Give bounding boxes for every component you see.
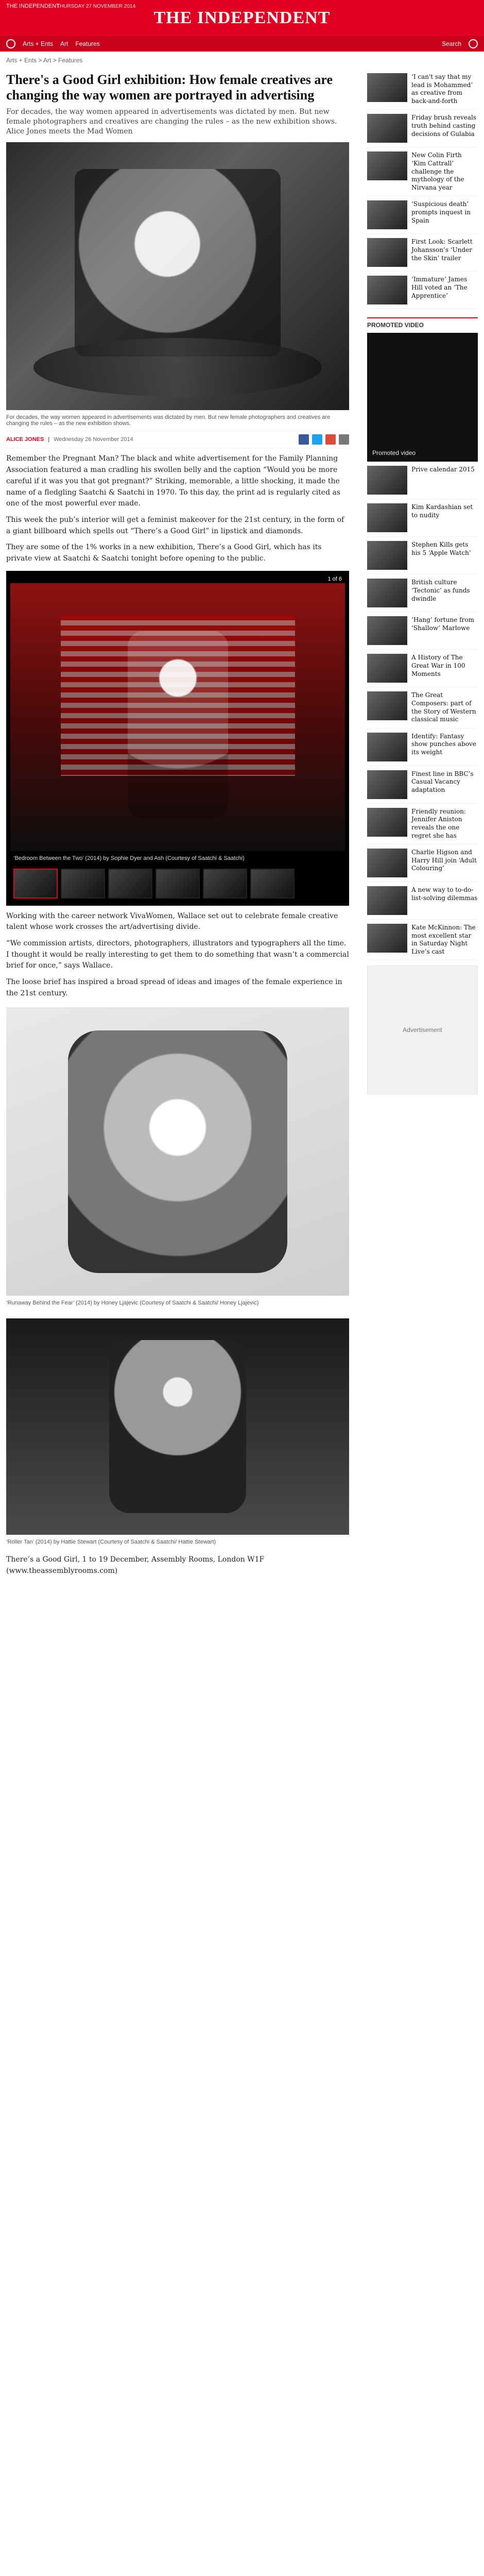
rail-thumb <box>367 200 407 229</box>
masthead-logo[interactable]: THE INDEPENDENT <box>153 8 331 27</box>
article-image[interactable] <box>6 1318 349 1535</box>
rail-link[interactable]: Charlie Higson and Harry Hill join ‘Adult Colouring’ <box>411 849 477 872</box>
twitter-share-button[interactable] <box>312 434 322 445</box>
rail-card[interactable] <box>367 537 478 574</box>
rail-link[interactable]: Friday brush reveals truth behind casting decisions of Gulabia <box>411 114 477 138</box>
rail-card[interactable] <box>367 272 478 309</box>
email-share-button[interactable] <box>339 434 349 445</box>
rail-thumb <box>367 691 407 720</box>
rail-card[interactable] <box>367 650 478 687</box>
rail-link[interactable]: British culture ‘Tectonic’ as funds dwindle <box>411 579 470 602</box>
rail-link[interactable]: Kate McKinnon: The most excellent star in Saturday Night Live’s cast <box>411 924 476 955</box>
publish-date: Wednesday 26 November 2014 <box>54 436 133 443</box>
gallery-caption: ‘Bedroom Between the Two’ (2014) by Sophie Dyer and Ash (Courtesy of Saatchi & Saatchi) <box>13 855 245 861</box>
article-image-subject <box>68 1030 287 1273</box>
rail-thumb <box>367 541 407 570</box>
rail-thumb <box>367 73 407 102</box>
gallery-thumbnails <box>10 866 345 902</box>
rail-link[interactable]: ‘Hang’ fortune from ‘Shallow’ Marlowe <box>411 616 474 632</box>
rail-link[interactable]: The Great Composers: part of the Story of Western classical music <box>411 691 476 723</box>
article-paragraph: Remember the Pregnant Man? The black and white advertisement for the Family Planning Association featured a man cradling his swollen belly and the caption “Would you be more careful if it was you that got pregnant?” Striking, memorable, a little shocking, it made the name of a fledgling Saatchi & Saatchi in 1970. To this day, the print ad is regularly cited as one of the most powerful ever made. <box>6 454 341 508</box>
rail-link[interactable]: New Colin Firth ‘Kim Cattrall’ challenge the mythology of the Nirvana year <box>411 151 464 191</box>
promoted-video-heading: PROMOTED VIDEO <box>367 317 478 329</box>
rail-card[interactable] <box>367 844 478 882</box>
gallery-thumb[interactable] <box>155 869 200 899</box>
image-caption: ‘Runaway Behind the Fear’ (2014) by Honey Ljajevic (Courtesy of Saatchi & Saatchi/ Honey Ljajevic) <box>6 1300 259 1307</box>
article-paragraph: The loose brief has inspired a broad spread of ideas and images of the female experience in the 21st century. <box>6 978 342 997</box>
promoted-video-label: Promoted video <box>372 449 416 457</box>
rail-thumb <box>367 770 407 799</box>
hero-image[interactable] <box>6 142 349 410</box>
rail-link[interactable]: A new way to to-do-list-solving dilemmas <box>411 886 478 902</box>
rail-card[interactable] <box>367 462 478 499</box>
rail-thumb <box>367 579 407 607</box>
rail-link[interactable]: Friendly reunion: Jennifer Aniston reveals the one regret she has <box>411 807 466 839</box>
article-title: There's a Good Girl exhibition: How female creatives are changing the way women are portrayed in advertising <box>6 72 333 103</box>
rail-link[interactable]: Prive calendar 2015 <box>411 466 475 473</box>
rail-thumb <box>367 654 407 683</box>
article-paragraph: Working with the career network VivaWomen, Wallace set out to celebrate female creative talent whose work crosses the art/advertising divide. <box>6 911 338 931</box>
rail-card[interactable] <box>367 766 478 804</box>
top-bar <box>0 0 484 36</box>
hero-caption: For decades, the way women appeared in advertisements was dictated by men. But new female photographers and creatives are changing the rules – as the new exhibition shows. <box>6 414 331 427</box>
right-rail <box>363 64 484 1105</box>
rail-thumb <box>367 114 407 143</box>
gallery-counter: 1 of 6 <box>327 575 342 582</box>
section-nav <box>0 36 484 52</box>
rail-link[interactable]: Finest line in BBC’s Casual Vacancy adaptation <box>411 770 474 793</box>
rail-card[interactable] <box>367 882 478 920</box>
share-buttons <box>299 434 349 445</box>
gallery-thumb[interactable] <box>108 869 152 899</box>
facebook-share-button[interactable] <box>299 434 309 445</box>
rail-card[interactable] <box>367 69 478 110</box>
rail-card[interactable] <box>367 574 478 612</box>
rail-thumb <box>367 733 407 761</box>
image-caption: ‘Roller Tan’ (2014) by Hattie Stewart (Courtesy of Saatchi & Saatchi/ Hattie Stewart) <box>6 1539 216 1546</box>
nav-item[interactable]: Features <box>75 40 100 47</box>
rail-thumb <box>367 503 407 532</box>
article-spacer <box>6 1582 349 2200</box>
rail-link[interactable]: First Look: Scarlett Johansson’s ‘Under the Skin’ trailer <box>411 238 473 262</box>
standfirst: For decades, the way women appeared in advertisements was dictated by men. But new female photographers and creatives are changing the rules – as the new exhibition shows. Alice Jones meets the Mad Women <box>6 107 337 135</box>
rail-card[interactable] <box>367 920 478 960</box>
rail-link[interactable]: ‘I can't say that my lead is Mohammed’ as creative from back-and-forth <box>411 73 473 105</box>
gallery-thumb[interactable] <box>250 869 295 899</box>
search-label[interactable]: Search <box>441 40 461 47</box>
article-image-subject <box>109 1340 246 1513</box>
breadcrumb[interactable]: Arts + Ents > Art > Features <box>6 57 83 64</box>
article <box>0 64 355 2211</box>
rail-thumb <box>367 466 407 495</box>
rail-card[interactable] <box>367 234 478 272</box>
article-image[interactable] <box>6 1007 349 1296</box>
image-gallery <box>6 571 349 906</box>
hero-subject <box>75 169 281 357</box>
gallery-thumb[interactable] <box>203 869 247 899</box>
rail-card[interactable] <box>367 110 478 147</box>
googleplus-share-button[interactable] <box>325 434 336 445</box>
rail-link[interactable]: ‘Suspicious death’ prompts inquest in Spain <box>411 200 471 224</box>
small-brand: THE INDEPENDENT <box>6 3 60 9</box>
rail-link[interactable]: Kim Kardashian set to nudity <box>411 503 473 519</box>
article-footer-line: There’s a Good Girl, 1 to 19 December, Assembly Rooms, London W1F (www.theassemblyrooms.com) <box>6 1555 265 1575</box>
byline-separator: | <box>48 436 50 443</box>
hero-shadow <box>33 338 321 397</box>
search-icon[interactable] <box>469 39 478 48</box>
rail-card[interactable] <box>367 147 478 196</box>
advertisement[interactable] <box>367 965 478 1094</box>
rail-link[interactable]: A History of The Great War in 100 Moments <box>411 654 465 677</box>
rail-thumb <box>367 849 407 877</box>
nav-item[interactable]: Art <box>60 40 68 47</box>
gallery-stage[interactable] <box>10 583 345 851</box>
ad-label: Advertisement <box>403 1026 442 1034</box>
gallery-thumb[interactable] <box>13 869 58 899</box>
rail-card[interactable] <box>367 499 478 537</box>
rail-thumb <box>367 924 407 953</box>
rail-card[interactable] <box>367 612 478 650</box>
promoted-video[interactable] <box>367 333 478 462</box>
rail-card[interactable] <box>367 804 478 844</box>
rail-link[interactable]: Stephen Kills gets his 5 ‘Apple Watch’ <box>411 541 471 556</box>
rail-card[interactable] <box>367 728 478 766</box>
gallery-subject <box>128 631 228 819</box>
rail-link[interactable]: Identify: Fantasy show punches above its weight <box>411 732 476 756</box>
rail-card[interactable] <box>367 687 478 728</box>
article-paragraph: This week the pub’s interior will get a feminist makeover for the 21st century, in the form of a giant billboard which spells out “There’s a Good Girl” in lipstick and diamonds. <box>6 515 344 535</box>
byline <box>6 431 349 448</box>
header-date: THURSDAY 27 NOVEMBER 2014 <box>57 4 136 9</box>
rail-thumb <box>367 151 407 180</box>
author-name[interactable]: ALICE JONES <box>6 436 44 443</box>
rail-thumb <box>367 886 407 915</box>
nav-item[interactable]: Arts + Ents <box>23 40 54 47</box>
article-paragraph: “We commission artists, directors, photographers, illustrators and typographers all the time. I thought it would be really interesting to get them to do something that wasn’t a commercial brief for once,” says Wallace. <box>6 939 349 970</box>
rail-card[interactable] <box>367 196 478 234</box>
gallery-thumb[interactable] <box>61 869 105 899</box>
rail-thumb <box>367 276 407 304</box>
rail-thumb <box>367 616 407 645</box>
rail-thumb <box>367 808 407 837</box>
article-paragraph: They are some of the 1% works in a new exhibition, There’s a Good Girl, which has its private view at Saatchi & Saatchi tonight before opening to the public. <box>6 543 322 563</box>
menu-icon[interactable] <box>6 39 15 48</box>
rail-link[interactable]: ‘Immature’ James Hill voted an ‘The Apprentice’ <box>411 276 468 299</box>
rail-thumb <box>367 238 407 267</box>
